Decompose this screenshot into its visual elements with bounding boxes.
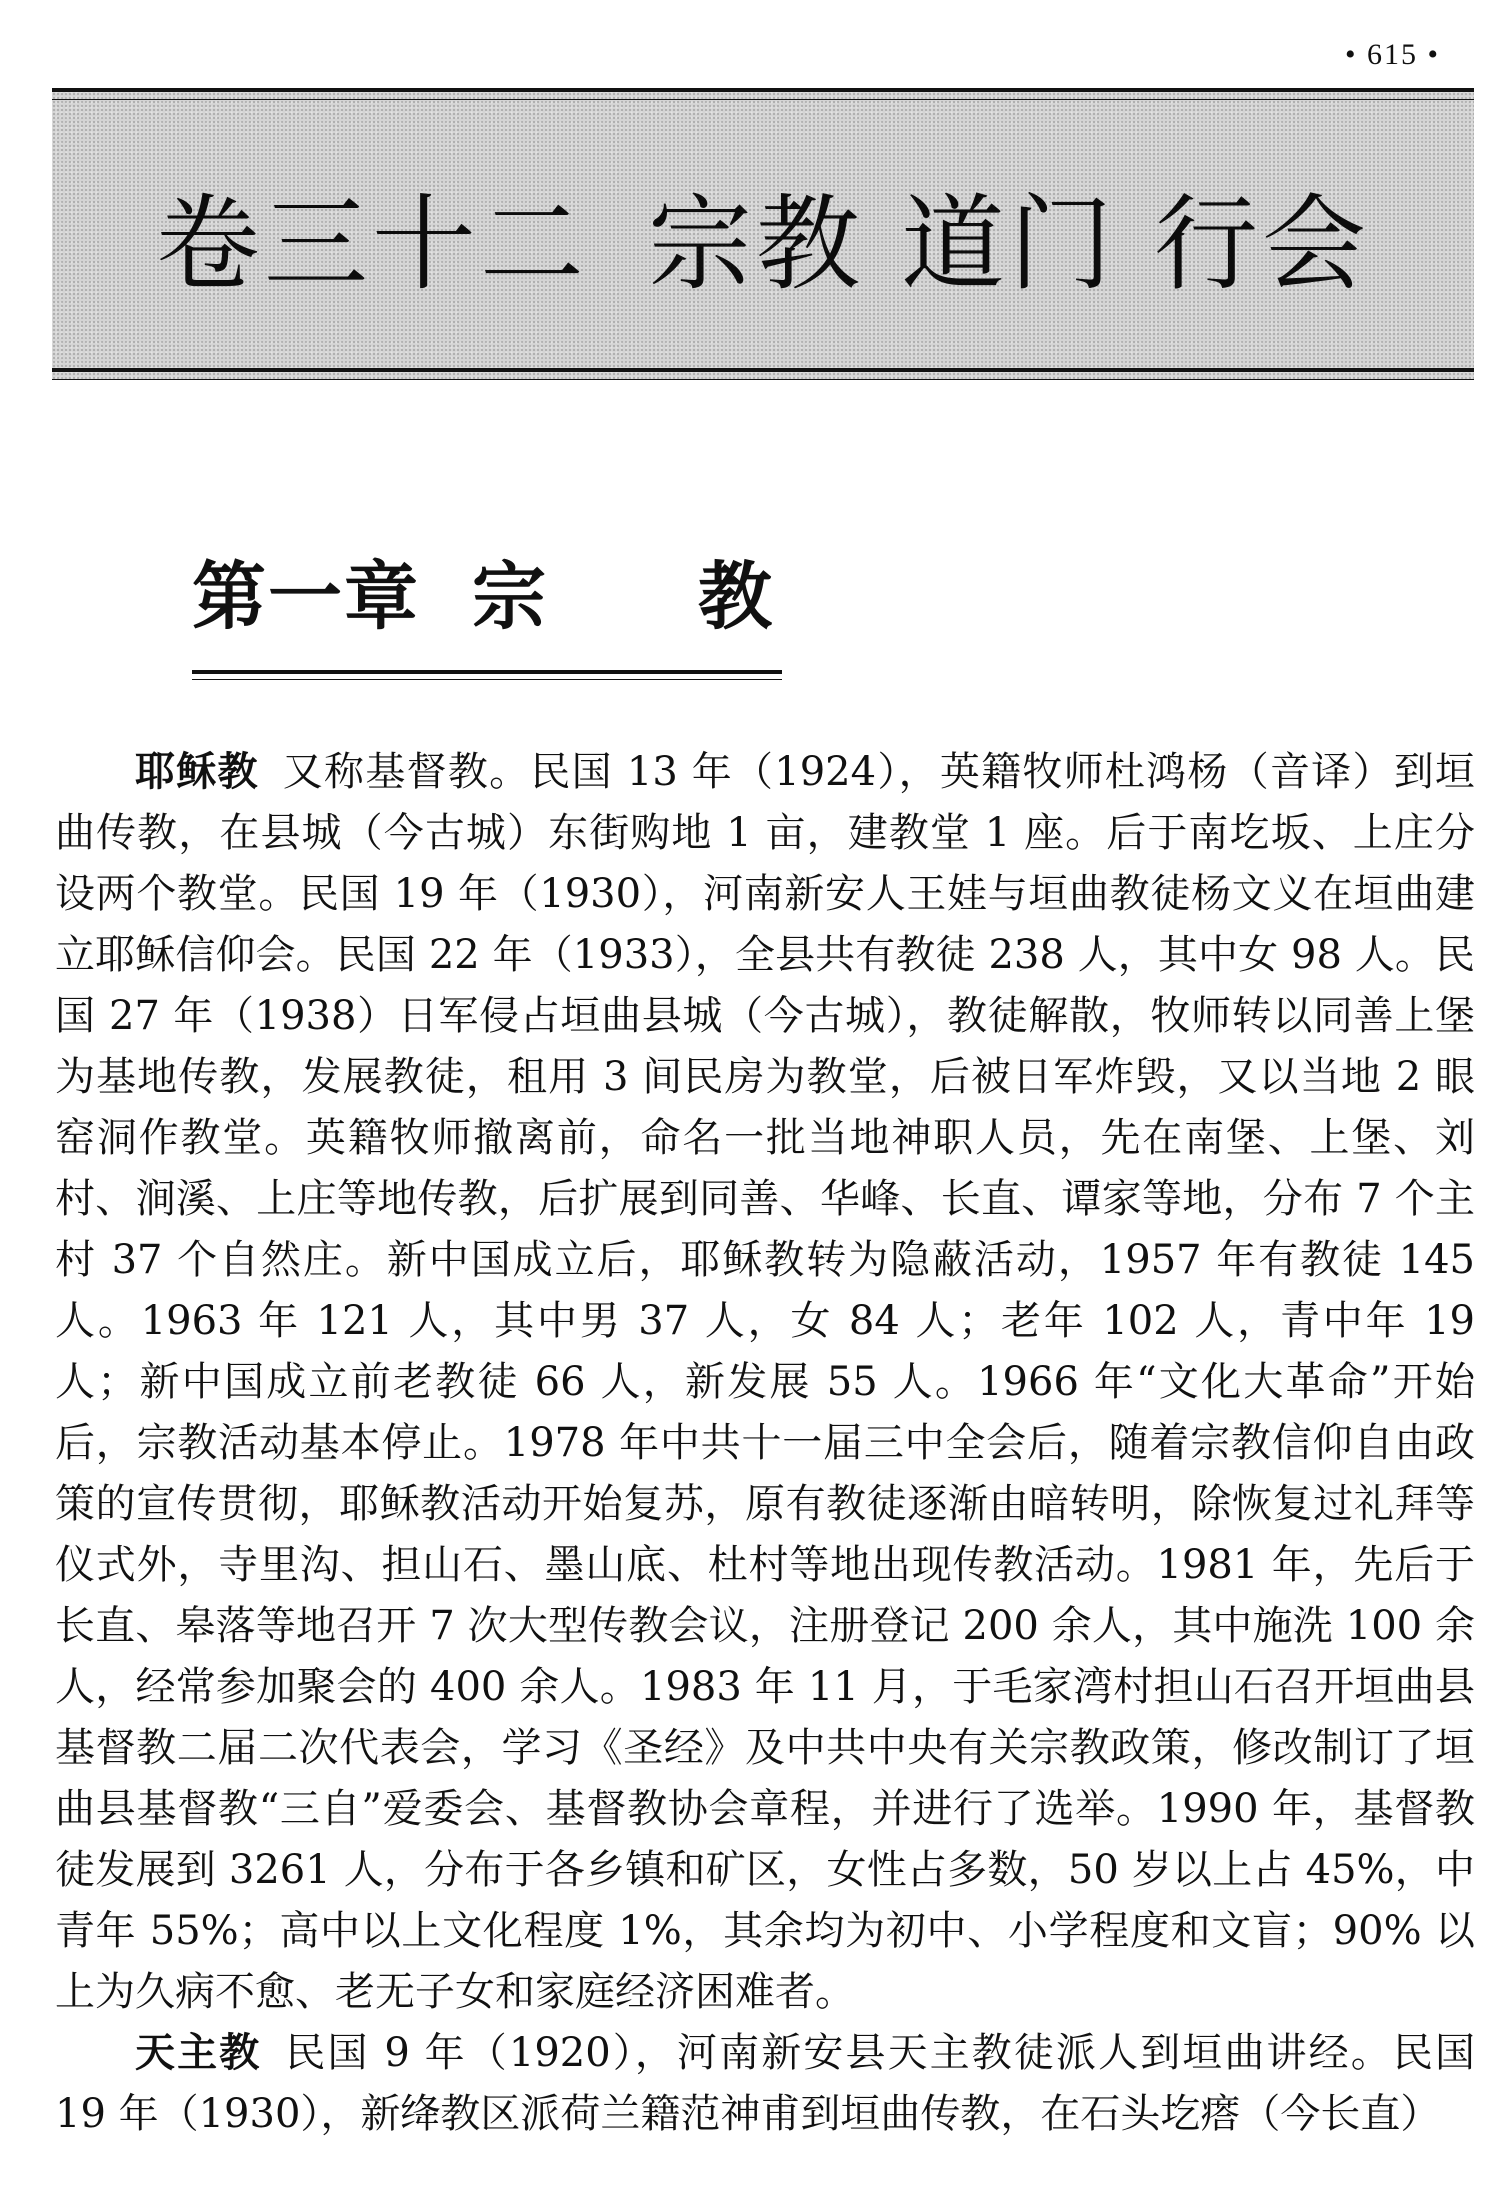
chapter-heading xyxy=(192,552,782,680)
page-number: • 615 • xyxy=(1344,38,1440,71)
chapter-word-1: 宗 xyxy=(472,554,548,640)
paragraph-catholic xyxy=(55,2023,1475,2145)
entry-term: 天主教 xyxy=(135,2030,262,2076)
volume-number: 卷三十二 xyxy=(155,183,588,305)
chapter-label: 第一章 xyxy=(192,554,420,640)
entry-text: 民国 9 年（1920），河南新安县天主教徒派人到垣曲讲经。民国 19 年（1930），新绛教区派荷兰籍范神甫到垣曲传教，在石头圪瘩（今长直） xyxy=(55,2030,1475,2137)
body-text xyxy=(55,742,1475,2145)
entry-term: 耶稣教 xyxy=(135,749,259,795)
volume-title xyxy=(52,183,1474,305)
volume-banner xyxy=(52,88,1474,380)
chapter-word-2: 教 xyxy=(698,554,774,640)
chapter-title xyxy=(192,552,782,642)
entry-text: 又称基督教。民国 13 年（1924），英籍牧师杜鸿杨（音译）到垣曲传教，在县城（今古城）东街购地 1 亩，建教堂 1 座。后于南圪坂、上庄分设两个教堂。民国 19 年（1930），河南新安人王娃与垣曲教徒杨文义在垣曲建立耶稣信仰会。民国 22 年（1933），全县共有教徒 238 人，其中女 98 人。民国 27 年（1938）日军侵占垣曲县城（今古城），教徒解散，牧师转以同善上堡为基地传教，发展教徒，租用 3 间民房为教堂，后被日军炸毁，又以当地 2 眼窑洞作教堂。英籍牧师撤离前，命名一批当地神职人员，先在南堡、上堡、刘村、涧溪、上庄等地传教，后扩展到同善、华峰、长直、谭家等地，分布 7 个主村 37 个自然庄。新中国成立后，耶稣教转为隐蔽活动，1957 年有教徒 145 人。1963 年 121 人，其中男 37 人，女 84 人；老年 102 人，青中年 19 人；新中国成立前老教徒 66 人，新发展 55 人。1966 年“文化大革命”开始后，宗教活动基本停止。1978 年中共十一届三中全会后，随着宗教信仰自由政策的宣传贯彻，耶稣教活动开始复苏，原有教徒逐渐由暗转明，除恢复过礼拜等仪式外，寺里沟、担山石、墨山底、杜村等地出现传教活动。1981 年，先后于长直、皋落等地召开 7 次大型传教会议，注册登记 200 余人，其中施洗 100 余人，经常参加聚会的 400 余人。1983 年 11 月，于毛家湾村担山石召开垣曲县基督教二届二次代表会，学习《圣经》及中共中央有关宗教政策，修改制订了垣曲县基督教“三自”爱委会、基督教协会章程，并进行了选举。1990 年，基督教徒发展到 3261 人，分布于各乡镇和矿区，女性占多数，50 岁以上占 45%，中青年 55%；高中以上文化程度 1%，其余均为初中、小学程度和文盲；90% 以上为久病不愈、老无子女和家庭经济困难者。 xyxy=(55,749,1476,2015)
paragraph-protestant xyxy=(55,742,1475,2023)
banner-top-rule xyxy=(52,88,1474,100)
chapter-underline xyxy=(192,670,782,680)
banner-bottom-rule xyxy=(52,368,1474,380)
volume-subjects: 宗教 道门 行会 xyxy=(647,183,1371,305)
